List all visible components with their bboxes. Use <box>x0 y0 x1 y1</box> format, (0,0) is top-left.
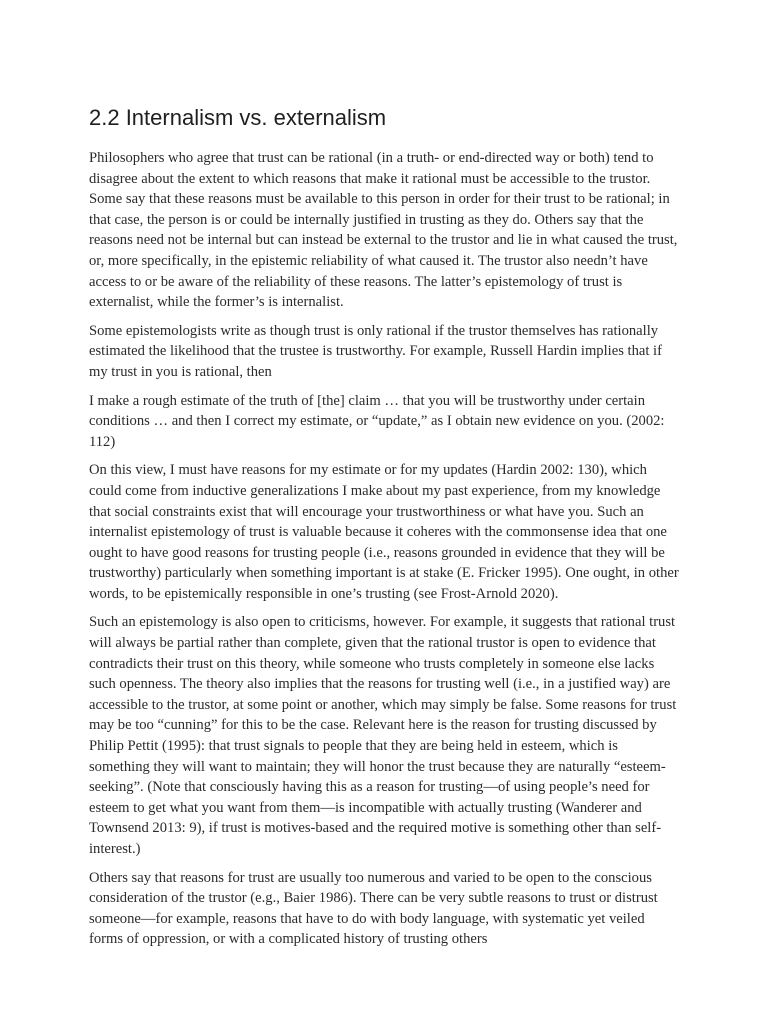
paragraph-hardin-intro: Some epistemologists write as though trust is only rational if the trustor themselves has rationally estimated the likelihood that the trustee is trustworthy. For example, Russell Hardin implies that if my trust in you is rational, then <box>89 322 662 380</box>
paragraph-internalist-view: On this view, I must have reasons for my estimate or for my updates (Hardin 2002: 130), which could come from inductive generalizations I make about my past experience, from my knowledge that social constraints exist that will encourage your trustworthiness or what have you. Such an internalist epistemology of trust is valuable because it coheres with the commonsense idea that one ought to have good reasons for trusting people (i.e., reasons grounded in evidence that they will be trustworthy) particularly when something important is at stake (E. Fricker 1995). One ought, in other words, to be epistemically responsible in one’s trusting (see Frost-Arnold 2020). <box>89 462 679 602</box>
paragraph-numerous-reasons: Others say that reasons for trust are usually too numerous and varied to be open to the conscious consideration of the trustor (e.g., Baier 1986). There can be very subtle reasons to trust or distrust someone—for example, reasons that have to do with body language, with systematic yet veiled forms of oppression, or with a complicated history of trusting others <box>89 869 658 948</box>
section-heading: 2.2 Internalism vs. externalism <box>89 105 387 130</box>
paragraph-internalism-externalism: Philosophers who agree that trust can be rational (in a truth- or end-directed way or both) tend to disagree about the extent to which reasons that make it rational must be accessible to the trustor. Some say that these reasons must be available to this person in order for their trust to be rational; in that case, the person is or could be internally justified in trusting as they do. Others say that the reasons need not be internal but can instead be external to the trustor and lie in what caused the trust, or, more specifically, in the epistemic reliability of what caused it. The trustor also needn’t have access to or be aware of the reliability of these reasons. The latter’s epistemology of trust is externalist, while the former’s is internalist. <box>89 150 678 311</box>
paragraph-criticisms: Such an epistemology is also open to criticisms, however. For example, it suggests that rational trust will always be partial rather than complete, given that the rational trustor is open to evidence that contradicts their trust on this theory, while someone who trusts completely in someone else lacks such openness. The theory also implies that the reasons for trusting well (i.e., in a justified way) are accessible to the trustor, at some point or another, which may simply be false. Some reasons for trust may be too “cunning” for this to be the case. Relevant here is the reason for trusting discussed by Philip Pettit (1995): that trust signals to people that they are being held in esteem, which is something they will want to maintain; they will honor the trust because they are naturally “esteem-seeking”. (Note that consciously having this as a reason for trusting—of using people’s need for esteem to get what you want from them—is incompatible with actually trusting (Wanderer and Townsend 2013: 9), if trust is motives-based and the required motive is something other than self-interest.) <box>89 614 677 857</box>
block-quote-hardin: I make a rough estimate of the truth of [the] claim … that you will be trustworthy under certain conditions … and then I correct my estimate, or “update,” as I obtain new evidence on you. (2002: 112) <box>89 392 665 450</box>
